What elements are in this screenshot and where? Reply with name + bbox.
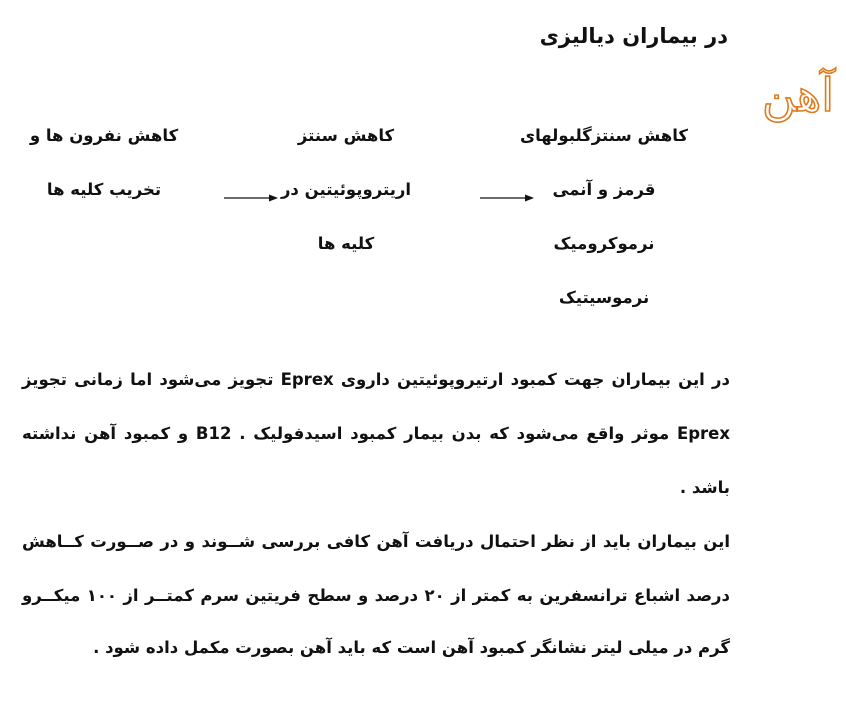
paragraph1-line-3: باشد . xyxy=(679,478,730,497)
paragraph2-line-3: گرم در میلی لیتر نشانگر کمبود آهن است که باید آهن بصورت مکمل داده شود . xyxy=(93,638,730,657)
flow-middle-line-2: اریتروپوئیتین در xyxy=(280,180,412,199)
flow-right-line-4: نرموسیتیک xyxy=(558,288,650,307)
flow-middle-line-3: کلیه ها xyxy=(317,234,375,253)
flow-left-line-2: تخریب کلیه ها xyxy=(46,180,162,199)
paragraph2-line-1: این بیماران باید از نظر احتمال دریافت آهن کافی بررسی شــوند و در صــورت کــاهش xyxy=(22,532,730,551)
flow-arrow-right xyxy=(480,192,534,204)
paragraph1-line-2: Eprex موثر واقع می‌شود که بدن بیمار کمبود اسیدفولیک . B12 و کمبود آهن نداشته xyxy=(22,424,731,443)
flow-left-line-1: کاهش نفرون ها و xyxy=(29,126,179,145)
paragraph2-line-2: درصد اشباع ترانسفرین به کمتر از ۲۰ درصد و سطح فریتین سرم کمتــر از ۱۰۰ میکــرو xyxy=(22,586,730,605)
side-heading: آهن xyxy=(761,68,834,122)
flow-arrow-left xyxy=(224,192,278,204)
flow-right-line-1: کاهش سنتزگلبولهای xyxy=(519,126,689,145)
flow-right-line-3: نرموکرومیک xyxy=(553,234,655,253)
page-title: در بیماران دیالیزی xyxy=(539,24,728,48)
flow-middle-line-1: کاهش سنتز xyxy=(297,126,395,145)
flow-right-line-2: قرمز و آنمی xyxy=(552,180,656,199)
paragraph1-line-1: در این بیماران جهت کمبود ارتیروپوئیتین داروی Eprex تجویز می‌شود اما زمانی تجویز xyxy=(22,370,730,389)
